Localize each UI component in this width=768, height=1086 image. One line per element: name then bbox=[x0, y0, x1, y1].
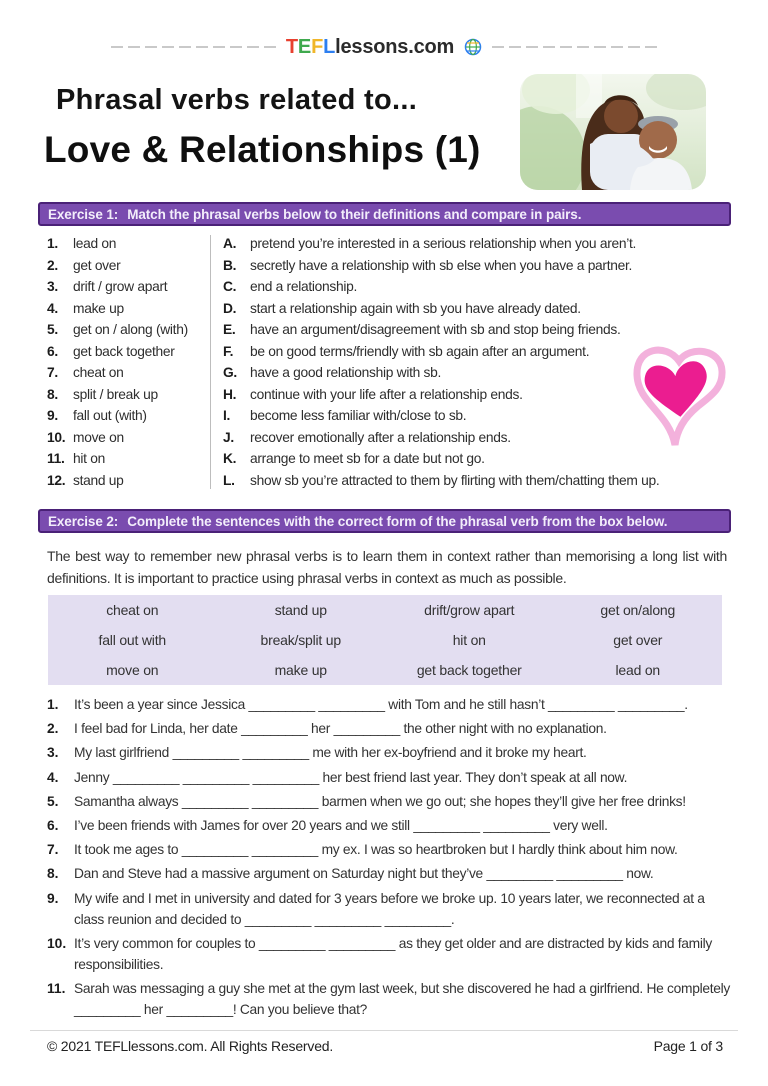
item-letter: K. bbox=[223, 451, 237, 466]
phrasal-verb-item bbox=[47, 362, 210, 384]
copyright-text: © 2021 TEFLlessons.com. All Rights Reserved. bbox=[47, 1038, 334, 1054]
item-letter: F. bbox=[223, 343, 234, 359]
sentence-text: Jenny _________ _________ _________ her best friend last year. They don’t speak at all now. bbox=[74, 769, 628, 785]
word-box-item: lead on bbox=[615, 662, 661, 678]
word-box-item: move on bbox=[106, 662, 159, 678]
word-box-item: fall out with bbox=[98, 632, 166, 648]
definition-text: arrange to meet sb for a date but not go. bbox=[250, 451, 485, 466]
page-number: Page 1 of 3 bbox=[653, 1038, 723, 1054]
sentence-number: 11. bbox=[47, 980, 66, 996]
phrasal-verb-item bbox=[47, 298, 210, 320]
item-letter: C. bbox=[223, 279, 237, 294]
sentence-number: 2. bbox=[47, 721, 59, 737]
sentence-text: I’ve been friends with James for over 20 years and we still _________ _________ very well. bbox=[74, 817, 608, 833]
phrasal-verb-item bbox=[47, 255, 210, 277]
phrasal-verb-item bbox=[47, 405, 210, 427]
phrasal-verb-text: split / break up bbox=[73, 386, 158, 402]
exercise1-label: Exercise 1: bbox=[48, 206, 119, 222]
page-title: Love & Relationships (1) bbox=[44, 129, 481, 170]
phrasal-verb-text: stand up bbox=[73, 472, 124, 488]
item-letter: D. bbox=[223, 300, 237, 316]
phrasal-verb-text: fall out (with) bbox=[73, 408, 147, 423]
sentence-number: 10. bbox=[47, 935, 67, 951]
word-box bbox=[48, 595, 722, 685]
definition-item bbox=[223, 255, 659, 277]
sentence-item bbox=[47, 815, 730, 836]
phrasal-verb-item bbox=[47, 448, 210, 470]
item-number: 8. bbox=[47, 386, 58, 402]
phrasal-verb-text: get over bbox=[73, 257, 121, 273]
definition-item bbox=[223, 470, 659, 492]
page-footer bbox=[47, 1038, 723, 1054]
definition-item bbox=[223, 319, 659, 341]
phrasal-verb-item bbox=[47, 233, 210, 255]
phrasal-verb-text: hit on bbox=[73, 451, 105, 466]
sentence-text: It’s very common for couples to _________ _________ as they get older and are distracted by kids and family responsibilities. bbox=[74, 935, 712, 972]
word-box-item: stand up bbox=[274, 602, 327, 618]
logo-letter-t: T bbox=[285, 35, 298, 58]
exercise2-intro: The best way to remember new phrasal verbs is to learn them in context rather than memorising a long list with definitions. It is important to practice using phrasal verbs in context as much as possible. bbox=[47, 548, 727, 586]
word-box-item: get over bbox=[613, 632, 663, 648]
logo-letter-f: F bbox=[311, 35, 324, 58]
item-number: 11. bbox=[47, 451, 65, 466]
sentence-item bbox=[47, 933, 730, 975]
definition-text: start a relationship again with sb you have already dated. bbox=[250, 300, 581, 316]
sentence-item bbox=[47, 767, 730, 788]
exercise2-instruction: Complete the sentences with the correct form of the phrasal verb from the box below. bbox=[127, 513, 668, 529]
definition-text: end a relationship. bbox=[250, 279, 358, 294]
logo-letter-l: L bbox=[323, 35, 336, 58]
item-number: 1. bbox=[47, 236, 58, 251]
phrasal-verb-item bbox=[47, 427, 210, 449]
definition-text: secretly have a relationship with sb else when you have a partner. bbox=[250, 257, 633, 273]
definition-text: become less familiar with/close to sb. bbox=[250, 408, 467, 423]
definition-item bbox=[223, 341, 659, 363]
item-letter: J. bbox=[223, 429, 234, 445]
site-logo bbox=[286, 36, 454, 59]
sentence-item bbox=[47, 742, 730, 763]
sentence-item bbox=[47, 791, 730, 812]
word-box-item: hit on bbox=[452, 632, 486, 648]
phrasal-verb-text: get back together bbox=[73, 343, 175, 359]
item-letter: B. bbox=[223, 257, 237, 273]
item-number: 12. bbox=[47, 472, 66, 488]
sentence-text: It’s been a year since Jessica _________ _________ with Tom and he still hasn’t _________ _________. bbox=[74, 697, 688, 712]
sentence-text: I feel bad for Linda, her date _________ her _________ the other night with no explanation. bbox=[74, 721, 607, 737]
exercise2-label: Exercise 2: bbox=[48, 513, 119, 529]
phrasal-verb-text: get on / along (with) bbox=[73, 322, 188, 337]
item-number: 4. bbox=[47, 300, 58, 316]
definition-item bbox=[223, 384, 659, 406]
item-letter: H. bbox=[223, 386, 237, 402]
sentence-number: 7. bbox=[47, 842, 59, 858]
sentence-item bbox=[47, 863, 730, 884]
sentence-item bbox=[47, 694, 730, 715]
phrasal-verb-text: make up bbox=[73, 300, 124, 316]
phrasal-verb-text: cheat on bbox=[73, 365, 124, 380]
word-box-item: make up bbox=[274, 662, 327, 678]
page-subtitle: Phrasal verbs related to... bbox=[56, 84, 418, 116]
phrasal-verb-item bbox=[47, 384, 210, 406]
phrasal-verb-item bbox=[47, 470, 210, 492]
heart-icon bbox=[624, 341, 736, 451]
site-header bbox=[0, 34, 768, 60]
item-letter: E. bbox=[223, 322, 236, 337]
definition-item bbox=[223, 362, 659, 384]
word-box-item: cheat on bbox=[106, 602, 159, 618]
logo-letter-e: E bbox=[297, 35, 312, 58]
item-number: 3. bbox=[47, 279, 58, 294]
divider-line-right bbox=[492, 46, 657, 48]
item-number: 7. bbox=[47, 365, 58, 380]
word-box-item: get back together bbox=[416, 662, 522, 678]
sentence-text: Dan and Steve had a massive argument on Saturday night but they’ve _________ _________ now. bbox=[74, 866, 654, 882]
word-box-item: drift/grow apart bbox=[424, 602, 515, 618]
item-letter: L. bbox=[223, 472, 235, 488]
item-number: 9. bbox=[47, 408, 58, 423]
sentence-number: 8. bbox=[47, 866, 59, 882]
definition-text: have a good relationship with sb. bbox=[250, 365, 442, 380]
sentence-number: 4. bbox=[47, 769, 59, 785]
definition-text: continue with your life after a relationship ends. bbox=[250, 386, 523, 402]
item-number: 10. bbox=[47, 429, 66, 445]
definition-list bbox=[211, 233, 659, 491]
sentence-text: My last girlfriend _________ _________ me with her ex-boyfriend and it broke my heart. bbox=[74, 745, 587, 761]
footer-divider bbox=[30, 1030, 738, 1031]
sentence-item bbox=[47, 839, 730, 860]
logo-rest: lessons.com bbox=[335, 35, 455, 58]
word-box-item: get on/along bbox=[600, 602, 676, 618]
globe-icon bbox=[464, 38, 482, 56]
sentence-item bbox=[47, 718, 730, 739]
item-letter: A. bbox=[223, 236, 237, 251]
phrasal-verb-item bbox=[47, 319, 210, 341]
definition-text: pretend you’re interested in a serious relationship when you aren’t. bbox=[250, 236, 637, 251]
phrasal-verb-item bbox=[47, 341, 210, 363]
exercise1-header bbox=[38, 202, 731, 226]
phrasal-verb-text: move on bbox=[73, 429, 124, 445]
definition-item bbox=[223, 276, 659, 298]
divider-line-left bbox=[111, 46, 276, 48]
sentence-text: Samantha always _________ _________ barmen when we go out; she hopes they’ll give her free drinks! bbox=[74, 793, 686, 809]
sentence-number: 1. bbox=[47, 697, 59, 712]
definition-text: have an argument/disagreement with sb and stop being friends. bbox=[250, 322, 621, 337]
item-number: 2. bbox=[47, 257, 58, 273]
sentence-number: 5. bbox=[47, 793, 59, 809]
phrasal-verb-item bbox=[47, 276, 210, 298]
definition-item bbox=[223, 298, 659, 320]
item-letter: G. bbox=[223, 365, 237, 380]
phrasal-verb-list bbox=[47, 233, 210, 491]
exercise2-header bbox=[38, 509, 731, 533]
phrasal-verb-text: lead on bbox=[73, 236, 117, 251]
definition-item bbox=[223, 448, 659, 470]
item-number: 5. bbox=[47, 322, 58, 337]
definition-text: be on good terms/friendly with sb again after an argument. bbox=[250, 343, 590, 359]
sentence-item bbox=[47, 978, 730, 1020]
definition-item bbox=[223, 405, 659, 427]
definition-item bbox=[223, 233, 659, 255]
sentence-list bbox=[47, 694, 730, 1023]
definition-text: show sb you’re attracted to them by flirting with them/chatting them up. bbox=[250, 472, 660, 488]
sentence-number: 9. bbox=[47, 890, 59, 906]
definition-item bbox=[223, 427, 659, 449]
word-box-item: break/split up bbox=[260, 632, 341, 648]
sentence-number: 3. bbox=[47, 745, 59, 761]
sentence-text: My wife and I met in university and dated for 3 years before we broke up. 10 years later, we reconnected at a class reunion and decided to _________ _________ _________. bbox=[74, 890, 705, 927]
definition-text: recover emotionally after a relationship ends. bbox=[250, 429, 511, 445]
item-letter: I. bbox=[223, 408, 231, 423]
sentence-text: It took me ages to _________ _________ my ex. I was so heartbroken but I hardly think about him now. bbox=[74, 842, 678, 858]
couple-photo bbox=[520, 74, 706, 190]
phrasal-verb-text: drift / grow apart bbox=[73, 279, 168, 294]
exercise1-instruction: Match the phrasal verbs below to their definitions and compare in pairs. bbox=[127, 206, 582, 222]
sentence-text: Sarah was messaging a guy she met at the gym last week, but she discovered he had a girlfriend. He completely _________ her _________! Can you believe that? bbox=[74, 980, 730, 1017]
item-number: 6. bbox=[47, 343, 58, 359]
sentence-number: 6. bbox=[47, 817, 59, 833]
sentence-item bbox=[47, 888, 730, 930]
